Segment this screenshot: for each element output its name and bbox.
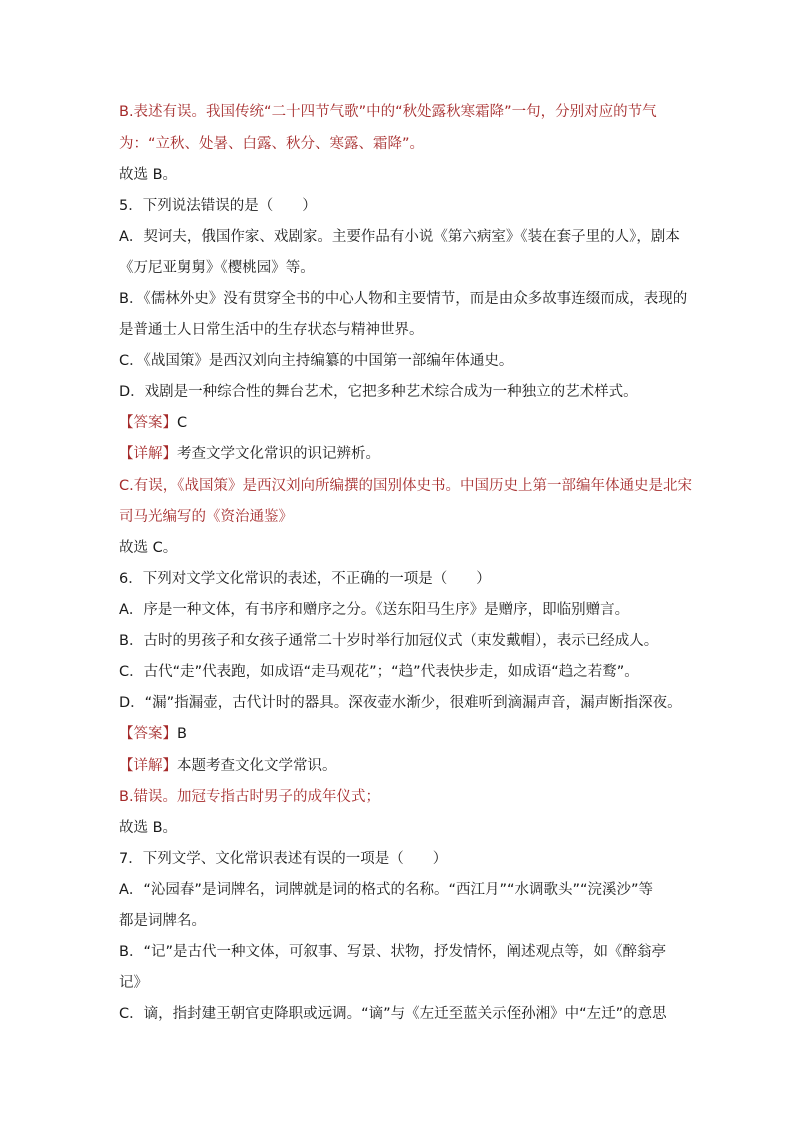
question-6-option-a: A．序是一种文体，有书序和赠序之分。《送东阳马生序》是赠序，即临别赠言。	[119, 602, 630, 618]
question-7-option-b: B．“记”是古代一种文体，可叙事、写景、状物，抒发情怀，阐述观点等，如《醉翁亭	[119, 944, 666, 960]
question-5-explanation-cont: 司马光编写的《资治通鉴》	[119, 509, 293, 525]
question-5-option-d: D．戏剧是一种综合性的舞台艺术，它把多种艺术综合成为一种独立的艺术样式。	[119, 384, 638, 400]
answer-value: B	[177, 726, 187, 742]
question-5-answer	[119, 413, 187, 433]
question-7-option-a: A．“沁园春”是词牌名，词牌就是词的格式的名称。“西江月”“水调歌头”“浣溪沙”等	[119, 882, 654, 898]
answer-tag: 【答案】	[119, 726, 177, 742]
question-6-answer	[119, 724, 187, 744]
question-6-stem: 6．下列对文学文化常识的表述，不正确的一项是（ ）	[119, 571, 491, 587]
question-7-option-c: C．谪，指封建王朝官吏降职或远调。“谪”与《左迁至蓝关示侄孙湘》中“左迁”的意思	[119, 1006, 667, 1022]
question-6-option-b: B．古时的男孩子和女孩子通常二十岁时举行加冠仪式（束发戴帽），表示已经成人。	[119, 633, 659, 649]
question-6-option-d: D．“漏”指漏壶，古代计时的器具。深夜壶水渐少，很难听到滴漏声音，漏声断指深夜。	[119, 695, 682, 711]
question-5-option-b-cont: 是普通士人日常生活中的生存状态与精神世界。	[119, 322, 424, 338]
question-5-option-a: A．契诃夫，俄国作家、戏剧家。主要作品有小说《第六病室》《装在套子里的人》，剧本	[119, 229, 680, 245]
explanation-tag: 【详解】	[119, 446, 177, 462]
answer-explanation-line: 为：“立秋、处暑、白露、秋分、寒露、霜降”。	[119, 136, 425, 152]
question-5-explanation: C.有误，《战国策》是西汉刘向所编撰的国别体史书。中国历史上第一部编年体通史是北宋	[119, 478, 692, 494]
question-5-choice: 故选 C。	[119, 540, 178, 556]
question-7-option-b-cont: 记》	[119, 975, 148, 991]
question-7-stem: 7．下列文学、文化常识表述有误的一项是（ ）	[119, 851, 448, 867]
explanation-text: 本题考查文化文学常识。	[177, 758, 337, 774]
question-5-option-c: C．《战国策》是西汉刘向主持编纂的中国第一部编年体通史。	[119, 353, 514, 369]
answer-explanation-line: B.表述有误。我国传统“二十四节气歌”中的“秋处露秋寒霜降”一句，分别对应的节气	[119, 104, 657, 120]
question-5-option-a-cont: 《万尼亚舅舅》《樱桃园》等。	[119, 260, 315, 276]
question-7-option-a-cont: 都是词牌名。	[119, 913, 206, 929]
question-5-explanation-header	[119, 444, 380, 464]
explanation-text: 考查文学文化常识的识记辨析。	[177, 446, 380, 462]
question-5-option-b: B．《儒林外史》没有贯穿全书的中心人物和主要情节，而是由众多故事连缀而成，表现的	[119, 291, 688, 307]
question-5-stem: 5．下列说法错误的是（ ）	[119, 198, 317, 214]
question-6-explanation-header	[119, 756, 337, 776]
question-6-explanation: B.错误。加冠专指古时男子的成年仪式；	[119, 789, 381, 805]
answer-tag: 【答案】	[119, 415, 177, 431]
question-6-option-c: C．古代“走”代表跑，如成语“走马观花”；“趋”代表快步走，如成语“趋之若鹜”。	[119, 664, 639, 680]
answer-value: C	[177, 415, 188, 431]
explanation-tag: 【详解】	[119, 758, 177, 774]
answer-choice-line: 故选 B。	[119, 167, 178, 183]
question-6-choice: 故选 B。	[119, 820, 178, 836]
